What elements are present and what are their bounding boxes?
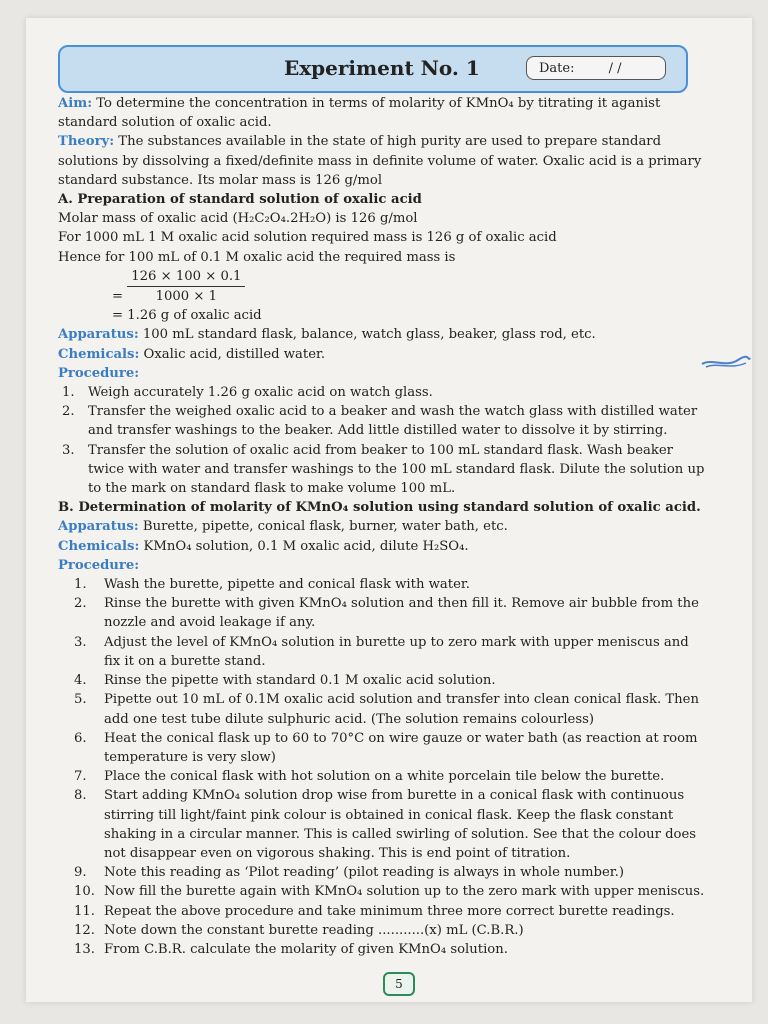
section-b-chemicals (58, 537, 708, 556)
list-item: 2. Rinse the burette with given KMnO₄ solution and then fill it. Remove air bubble from the nozzle and avoid leakage if any. (74, 596, 699, 631)
mass-calculation: = $\frac{126 \times 100 \times 0.1}{1000 \times 1}$ (58, 267, 708, 306)
list-item: 1. Weigh accurately 1.26 g oxalic acid on watch glass. (62, 385, 433, 401)
aim-paragraph (58, 94, 708, 132)
chemicals-label: Chemicals: (58, 538, 140, 554)
apparatus-text: 100 mL standard flask, balance, watch glass, beaker, glass rod, etc. (142, 327, 596, 343)
list-item: 10. Now fill the burette again with KMnO₄ solution up to the zero mark with upper meniscus. (74, 884, 705, 900)
list-item: 5. Pipette out 10 mL of 0.1M oxalic acid solution and transfer into clean conical flask. Then add one test tube dilute sulphuric acid. (The solution remains colourless) (74, 692, 699, 727)
list-item: 3. Adjust the level of KMnO₄ solution in burette up to zero mark with upper meniscus and fix it on a burette stand. (74, 634, 689, 669)
list-item: 12. Note down the constant burette reading ...........(x) mL (C.B.R.) (74, 922, 524, 938)
list-item: 8. Start adding KMnO₄ solution drop wise from burette in a conical flask with continuous stirring till light/faint pink colour is obtained in conical flask. Keep the flask constant shaking in a circular manner. This is called swirling of solution. See that the colour does not disappear even on vigorous shaking. This is end point of titration. (74, 788, 697, 861)
list-item: 13. From C.B.R. calculate the molarity of given KMnO₄ solution. (74, 941, 508, 957)
list-item: 1. Wash the burette, pipette and conical flask with water. (74, 577, 470, 593)
list-item: 6. Heat the conical flask up to 60 to 70°C on wire gauze or water bath (as reaction at room temperature is very slow) (74, 730, 698, 765)
list-item: 4. Rinse the pipette with standard 0.1 M oxalic acid solution. (74, 673, 496, 689)
chemicals-text: KMnO₄ solution, 0.1 M oxalic acid, dilute H₂SO₄. (143, 538, 469, 554)
list-item: 11. Repeat the above procedure and take minimum three more correct burette readings. (74, 903, 675, 919)
fraction-numerator: 126 × 100 × 0.1 (127, 267, 245, 287)
chemicals-label: Chemicals: (58, 346, 140, 362)
procedure-list-a (58, 383, 708, 498)
section-a-heading: A. Preparation of standard solution of oxalic acid (58, 192, 422, 208)
list-item: 9. Note this reading as ‘Pilot reading’ (pilot reading is always in whole number.) (74, 865, 624, 881)
theory-label: Theory: (58, 134, 115, 150)
section-a-apparatus (58, 325, 708, 344)
theory-paragraph (58, 132, 708, 190)
mass-result: = 1.26 g of oxalic acid (112, 308, 262, 324)
list-item: 3. Transfer the solution of oxalic acid from beaker to 100 mL standard flask. Wash beaker twice with water and transfer washings to the 100 mL standard flask. Dilute the solution up to the mark on standard flask to make volume 100 mL. (62, 442, 705, 497)
section-a-line: Molar mass of oxalic acid (H₂C₂O₄.2H₂O) is 126 g/mol (58, 211, 418, 227)
procedure-list-b (58, 575, 708, 959)
date-field (526, 56, 666, 80)
pen-scribble-mark (700, 352, 752, 372)
aim-label: Aim: (58, 96, 93, 111)
chemicals-text: Oxalic acid, distilled water. (143, 346, 326, 362)
title-banner (58, 45, 688, 93)
list-item: 7. Place the conical flask with hot solution on a white porcelain tile below the burette. (74, 769, 665, 785)
apparatus-label: Apparatus: (58, 327, 139, 343)
section-a-line: For 1000 mL 1 M oxalic acid solution required mass is 126 g of oxalic acid (58, 230, 557, 246)
date-label: Date: (539, 61, 575, 76)
section-b-apparatus (58, 517, 708, 536)
date-value: / / (608, 61, 622, 76)
document-body (58, 94, 708, 959)
apparatus-label: Apparatus: (58, 519, 139, 535)
theory-text: The substances available in the state of high purity are used to prepare standard solutions by dissolving a fixed/definite mass in definite volume of water. Oxalic acid is a primary standard substance. Its molar mass is 126 g/mol (58, 134, 702, 188)
procedure-label: Procedure: (58, 557, 140, 573)
aim-text: To determine the concentration in terms of molarity of KMnO₄ by titrating it aganist standard solution of oxalic acid. (58, 96, 661, 131)
fraction-denominator: 1000 × 1 (155, 289, 218, 305)
section-a-line: Hence for 100 mL of 0.1 M oxalic acid the required mass is (58, 249, 456, 265)
page-number-badge: 5 (383, 972, 415, 996)
list-item: 2. Transfer the weighed oxalic acid to a beaker and wash the watch glass with distilled water and transfer washings to the beaker. Add little distilled water to dissolve it by stirring. (62, 404, 698, 439)
section-b-heading: B. Determination of molarity of KMnO₄ solution using standard solution of oxalic acid. (58, 500, 701, 516)
apparatus-text: Burette, pipette, conical flask, burner, water bath, etc. (142, 519, 508, 535)
fraction (127, 267, 245, 306)
procedure-label: Procedure: (58, 365, 140, 381)
section-a-chemicals (58, 345, 708, 364)
page-title: Experiment No. 1 (284, 56, 480, 80)
